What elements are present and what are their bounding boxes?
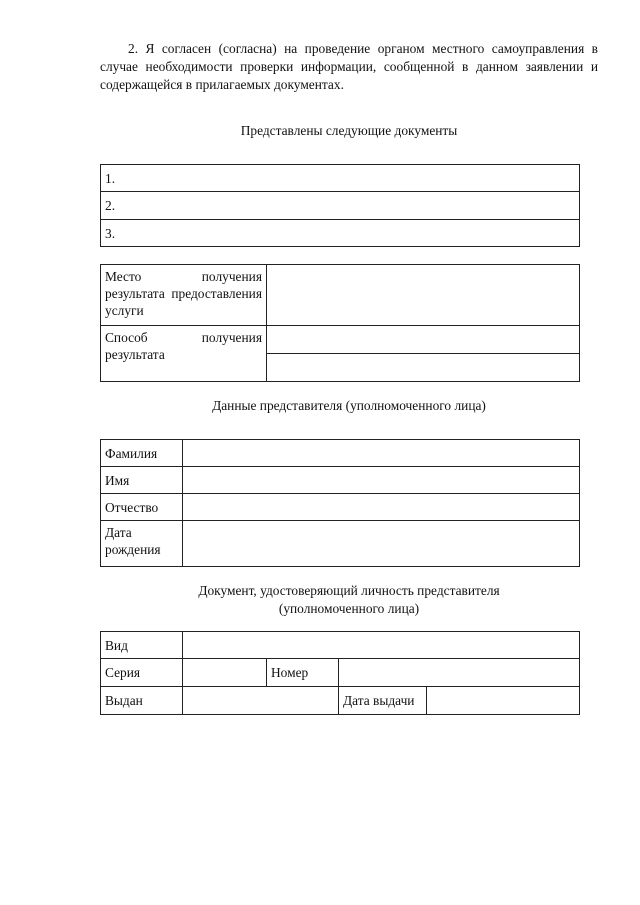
result-place-label: Место получения результата предоставления услуги [101,265,267,326]
doc-number-label: Номер [267,659,339,687]
doc-type-field[interactable] [183,632,580,659]
doc-issued-by-label: Выдан [101,687,183,715]
doc-type-label: Вид [101,632,183,659]
documents-table [100,164,580,247]
doc-number-field[interactable] [339,659,580,687]
document-row[interactable] [101,220,580,247]
document-item[interactable]: 1. [101,165,580,192]
document-row[interactable] [101,192,580,220]
surname-field[interactable] [183,440,580,467]
documents-heading: Представлены следующие документы [240,123,458,138]
representative-heading: Данные представителя (уполномоченного лица) [212,398,486,413]
name-label: Имя [101,467,183,494]
name-field[interactable] [183,467,580,494]
doc-series-field[interactable] [183,659,267,687]
result-table [100,264,580,382]
identity-doc-heading-line2: (уполномоченного лица) [278,601,420,616]
result-method-field-1[interactable] [267,326,580,354]
document-row[interactable] [101,165,580,192]
identity-doc-table [100,631,580,715]
result-method-label: Способ получения результата [101,326,267,382]
birthdate-label: Дата рождения [101,521,183,567]
doc-issue-date-label: Дата выдачи [339,687,427,715]
birthdate-field[interactable] [183,521,580,567]
representative-table [100,439,580,567]
identity-doc-heading-line1: Документ, удостоверяющий личность представителя [198,583,500,598]
surname-label: Фамилия [101,440,183,467]
doc-series-label: Серия [101,659,183,687]
patronymic-label: Отчество [101,494,183,521]
result-method-field-2[interactable] [267,354,580,382]
document-item[interactable]: 2. [101,192,580,220]
identity-doc-heading [100,582,598,618]
patronymic-field[interactable] [183,494,580,521]
consent-paragraph: 2. Я согласен (согласна) на проведение органом местного самоуправления в случае необходимости проверки информации, сообщенной в данном заявлении и содержащейся в прилагаемых документах. [100,41,598,92]
document-item[interactable]: 3. [101,220,580,247]
doc-issue-date-field[interactable] [427,687,580,715]
result-place-field[interactable] [267,265,580,326]
doc-issued-by-field[interactable] [183,687,339,715]
